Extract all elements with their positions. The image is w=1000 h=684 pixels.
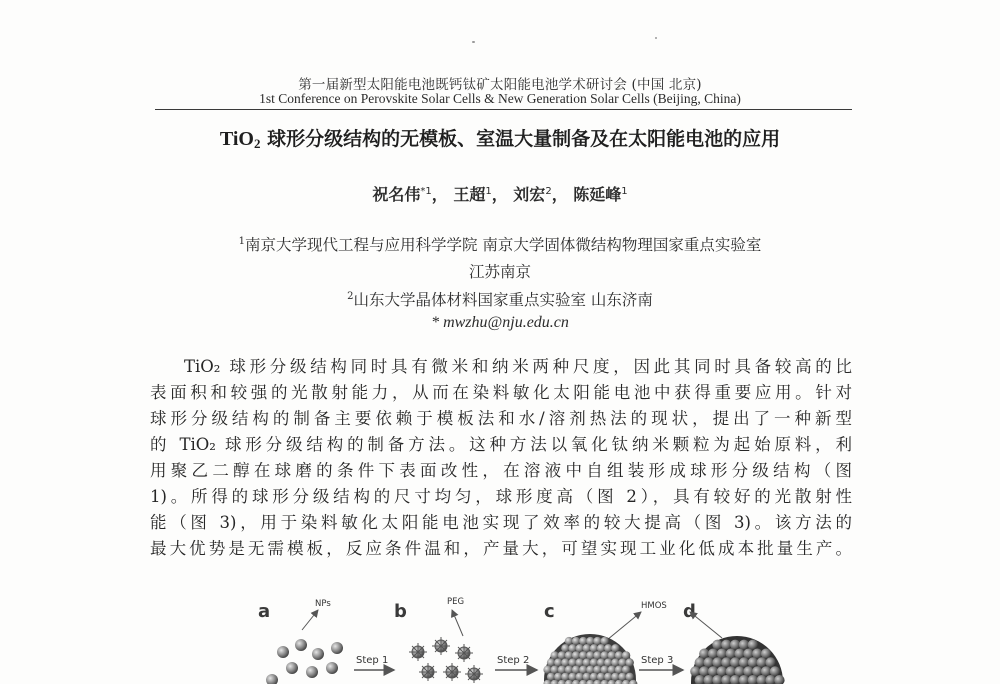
author: 刘宏$^2$， [513, 185, 568, 204]
scan-speck [472, 41, 475, 43]
abstract-line: 球形分级结构的制备主要依赖于模板法和水/溶剂热法的现状，提出了一种新型 [150, 409, 852, 428]
author: 王超$^1$， [453, 185, 508, 204]
synthesis-schematic-figure [0, 590, 1000, 684]
abstract-line: TiO₂ 球形分级结构同时具有微米和纳米两种尺度，因此其同时具备较高的比 [184, 357, 852, 376]
title-formula: TiO$_2$ [219, 128, 261, 151]
panel-letter-b: b [394, 601, 407, 622]
sphere-bead [583, 673, 591, 681]
step-3-label: Step 3 [641, 655, 674, 666]
sphere-bead [739, 657, 749, 667]
label-nps: NPs [315, 599, 331, 609]
panel-letter-d: d [683, 601, 696, 622]
sphere-bead [597, 658, 605, 666]
sphere-bead [593, 637, 601, 645]
scan-speck [655, 37, 657, 39]
sphere-bead [626, 658, 634, 666]
header-divider [155, 109, 852, 110]
abstract-line: 用聚乙二醇在球磨的条件下表面改性，在溶液中自组装形成球形分级结构（图 [150, 461, 852, 480]
sphere-bead [622, 651, 630, 659]
sphere-bead [597, 673, 605, 681]
assembled-sphere-c [543, 634, 637, 684]
conference-header-english: 1st Conference on Perovskite Solar Cells & New Generation Solar Cells (Beijing, China) [259, 91, 741, 106]
affiliation-2: $^2$山东大学晶体材料国家重点实验室 山东济南 [347, 291, 653, 309]
sphere-bead [734, 666, 744, 676]
sphere-bead [572, 637, 580, 645]
step-2-label: Step 2 [497, 655, 530, 666]
sphere-bead [761, 649, 771, 659]
sphere-bead [561, 673, 569, 681]
sphere-bead [597, 644, 605, 652]
panel-letter-c: c [544, 601, 555, 622]
sphere-bead [547, 673, 555, 681]
peg-coated-particles-group [409, 637, 483, 683]
sphere-bead [601, 637, 609, 645]
contact-email: * mwzhu@nju.edu.cn [431, 314, 569, 331]
abstract-line: 表面积和较强的光散射能力，从而在染料敏化太阳能电池中获得重要应用。针对 [150, 383, 852, 402]
sphere-bead [748, 640, 758, 650]
sphere-bead [618, 673, 626, 681]
affiliation-1: $^1$南京大学现代工程与应用科学学院 南京大学固体微结构物理国家重点实验室 [238, 236, 762, 254]
abstract-line: 最大优势是无需模板，反应条件温和，产量大，可望实现工业化低成本批量生产。 [150, 539, 852, 558]
sphere-bead [717, 649, 727, 659]
step-1-label: Step 1 [356, 655, 389, 666]
sphere-bead [551, 651, 559, 659]
affiliation-1-location: 江苏南京 [468, 263, 531, 281]
sphere-bead [770, 666, 780, 676]
abstract-line: 能（图 3)，用于染料敏化太阳能电池实现了效率的较大提高（图 3)。该方法的 [150, 513, 852, 532]
abstract-line: 1)。所得的球形分级结构的尺寸均匀，球形度高（图 2），具有较好的光散射性 [150, 487, 852, 506]
sphere-bead [712, 657, 722, 667]
label-peg: PEG [447, 597, 465, 607]
nanoparticles-group [266, 639, 343, 684]
sphere-bead [608, 651, 616, 659]
sphere-bead [712, 640, 722, 650]
hierarchical-sphere-d [690, 636, 784, 684]
sphere-bead [695, 657, 705, 667]
sphere-bead [761, 666, 771, 676]
sphere-bead [765, 657, 775, 667]
sphere-bead [717, 666, 727, 676]
sphere-bead [739, 640, 749, 650]
sphere-bead [572, 651, 580, 659]
sphere-bead [593, 651, 601, 659]
sphere-bead [551, 666, 559, 674]
conference-header-chinese: 第一届新型太阳能电池既钙钛矿太阳能电池学术研讨会 (中国 北京) [298, 77, 702, 93]
sphere-bead [622, 666, 630, 674]
paper-title [0, 124, 1000, 152]
author: 祝名伟$^{*1}$， [372, 185, 448, 204]
sphere-bead [757, 657, 767, 667]
sphere-bead [690, 666, 700, 676]
title-text: 球形分级结构的无模板、室温大量制备及在太阳能电池的应用 [260, 128, 781, 150]
author-list [0, 182, 1000, 205]
label-hmos: HMOS [641, 601, 667, 611]
panel-letter-a: a [258, 601, 271, 622]
author: 陈延峰$^1$ [573, 185, 628, 204]
sphere-bead [611, 644, 619, 652]
sphere-bead [734, 649, 744, 659]
abstract-line: 的 TiO₂ 球形分级结构的制备方法。这种方法以氧化钛纳米颗粒为起始原料，利 [150, 435, 852, 454]
sphere-bead [626, 673, 634, 681]
